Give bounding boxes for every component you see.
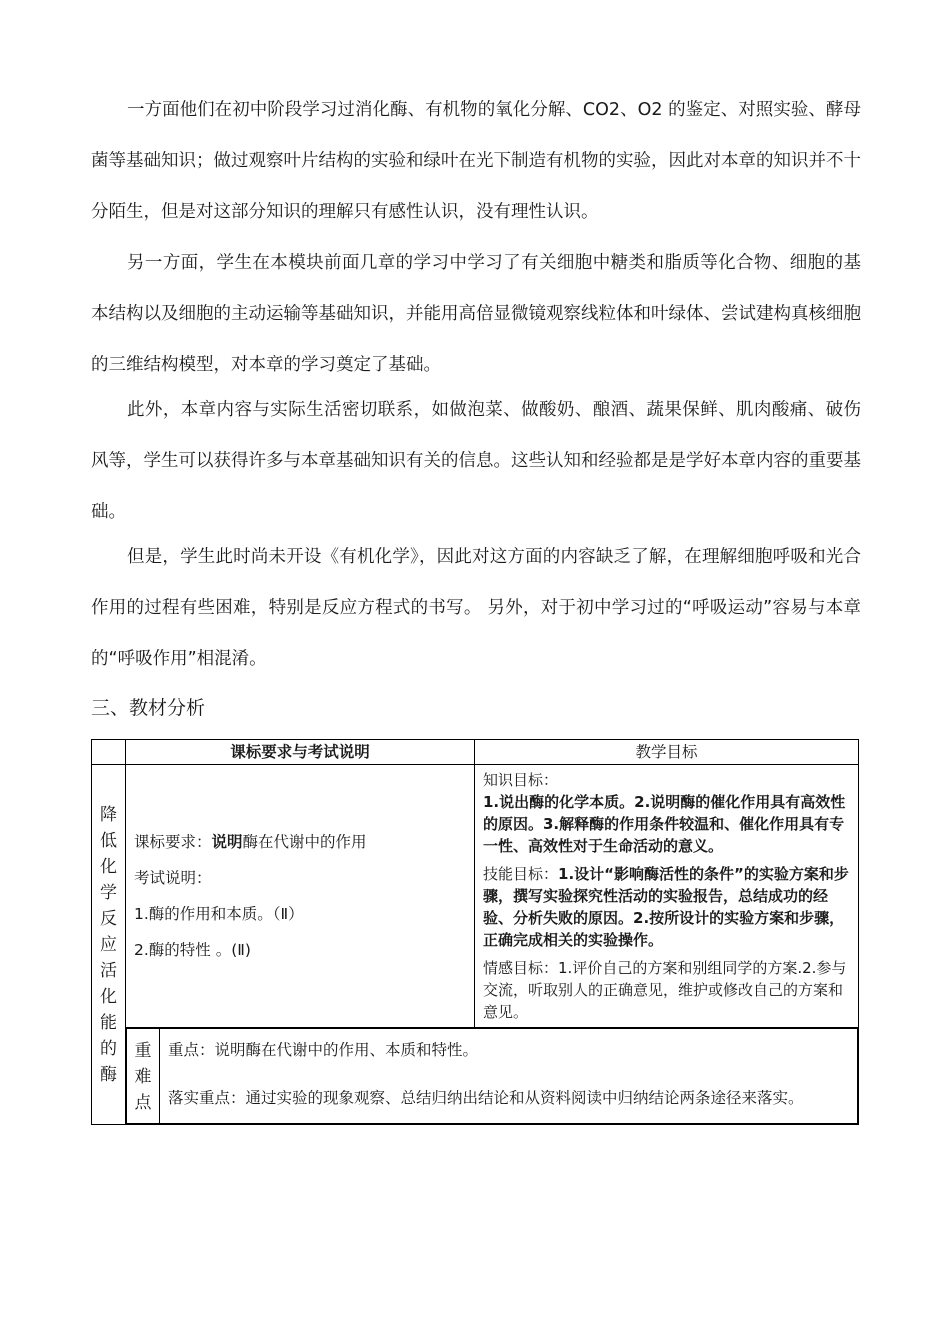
exam-item-2: 2.酶的特性 。(Ⅱ) (134, 941, 251, 959)
header-goals: 教学目标 (475, 740, 859, 765)
paragraph-module-knowledge: 另一方面，学生在本模块前面几章的学习中学习了有关细胞中糖类和脂质等化合物、细胞的基本结构以及细胞的主动运输等基础知识，并能用高倍显微镜观察线粒体和叶绿体、尝试建构真核细胞的三维结构模型，对本章的学习奠定了基础。 (91, 253, 861, 375)
key-point: 重点：说明酶在代谢中的作用、本质和特性。 (168, 1041, 479, 1059)
table-content-row (92, 765, 859, 1028)
analysis-table (91, 739, 859, 1125)
exam-label: 考试说明： (134, 869, 212, 887)
paragraph-difficulties: 但是，学生此时尚未开设《有机化学》，因此对这方面的内容缺乏了解，在理解细胞呼吸和光合作用的过程有些困难，特别是反应方程式的书写。 另外，对于初中学习过的“呼吸运动”容易与本章的“呼吸作用”相混淆。 (91, 547, 861, 669)
key-implement: 落实重点：通过实验的现象观察、总结归纳出结论和从资料阅读中归纳结论两条途径来落实。 (168, 1089, 804, 1107)
emotion-goal: 情感目标：1.评价自己的方案和别组同学的方案.2.参与交流，听取别人的正确意见，维护或修改自己的方案和意见。 (483, 959, 847, 1021)
paragraph-daily-life: 此外，本章内容与实际生活密切联系，如做泡菜、做酸奶、酿酒、蔬果保鲜、肌肉酸痛、破伤风等，学生可以获得许多与本章基础知识有关的信息。这些认知和经验都是是学好本章内容的重要基础。 (91, 400, 861, 522)
table-keypoint-row (92, 1028, 859, 1125)
header-standards: 课标要求与考试说明 (126, 740, 475, 765)
section-heading: 三、教材分析 (91, 697, 206, 719)
knowledge-goal: 知识目标： 1.说出酶的化学本质。2.说明酶的催化作用具有高效性的原因。3.解释酶的作用条件较温和、催化作用具有专一性、高效性对于生命活动的意义。 (483, 771, 846, 855)
header-blank-cell (92, 740, 126, 765)
curriculum-requirement: 课标要求：说明酶在代谢中的作用 (134, 833, 367, 851)
keypoint-content (160, 1029, 858, 1124)
keypoint-cell (126, 1028, 859, 1125)
paragraph-prior-knowledge: 一方面他们在初中阶段学习过消化酶、有机物的氧化分解、CO2、O2 的鉴定、对照实验、酵母菌等基础知识；做过观察叶片结构的实验和绿叶在光下制造有机物的实验，因此对本章的知识并不十分陌生，但是对这部分知识的理解只有感性认识，没有理性认识。 (91, 100, 861, 222)
exam-item-1: 1.酶的作用和本质。（Ⅱ） (134, 905, 304, 923)
standards-cell (126, 765, 475, 1028)
goals-cell (475, 765, 859, 1028)
skill-goal: 技能目标：1.设计“影响酶活性的条件”的实验方案和步骤，撰写实验探究性活动的实验报告，总结成功的经验、分析失败的原因。2.按所设计的实验方案和步骤，正确完成相关的实验操作。 (483, 865, 849, 949)
table-header-row (92, 740, 859, 765)
row-label-enzyme: 降 低 化 学 反 应 活 化 能 的 酶 (92, 765, 126, 1125)
keypoint-inner-table (126, 1028, 858, 1124)
keypoint-label: 重 难 点 (127, 1029, 160, 1124)
